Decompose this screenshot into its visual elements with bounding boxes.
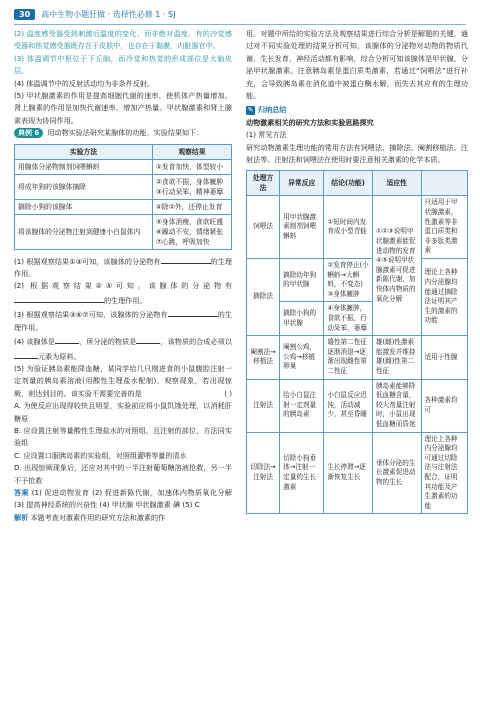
table-row (15, 214, 232, 249)
summary-subtitle: 动物激素相关的研究方法和实验思路探究 (246, 117, 374, 127)
analysis-continued: 用。对题中所给的实验方法及观察结果进行综合分析是解题的关键，通过对不同实验处理的结果分析可知，该腺体的分泌物对动物的物质代谢，生长发育，神经活动都有影响，综合分析可知该腺体是甲状腺，分泌甲状腺激素。注意胰岛素是蛋白质类激素，若通过“饲喂法”进行补充，会导致胰岛素在消化道中被蛋白酶水解，而失去其应有的生理功能。 (246, 29, 468, 101)
table-cell: 只适用于甲状腺激素，性激素等非蛋白质类和非多肽类激素 (421, 196, 467, 259)
table-cell: 理论上各种内分泌腺均能通过摘除法证明其产生的激素的功能 (421, 259, 467, 336)
question-2 (14, 280, 232, 307)
left-column (14, 28, 232, 524)
table-cell: 用甲状腺激素制剂饲喂蝌蚪 (280, 196, 324, 259)
summary-title: 归纳总结 (258, 105, 287, 115)
table-cell: ①发育加快，体型较小 (152, 159, 231, 174)
table-cell: ②食欲不振，身体臃肿 ③行动呆笨，精神萎靡 (152, 174, 231, 199)
table-cell: 给小白鼠注射一定剂量的胰岛素 (280, 379, 324, 432)
example-text: 用动物实验法研究某腺体的功能，实验结果如下： (47, 128, 204, 138)
blank (14, 349, 38, 359)
table-header: 观察结果 (152, 144, 231, 159)
table-cell: 饲喂法 (247, 196, 280, 259)
blank (55, 334, 79, 344)
page-number: 30 (14, 9, 35, 20)
table-cell: 胰岛素能够降低血糖含量，较大剂量注射时，小鼠出现低血糖而昏迷 (372, 379, 421, 432)
option-b: B. 应设置注射等量酸性生理盐水的对照组，且注射的部位，方法同实验组 (14, 425, 232, 448)
q3-text: (3) 根据观察结果③⑥⑦可知，该腺体的分泌物有 (14, 310, 168, 320)
table-cell: 小白鼠反应迟钝，活动减少，甚至昏睡 (324, 379, 373, 432)
table-cell: ②发育停止(小蝌蚪→大蝌蚪，不变态) ③身体臃肿 (324, 259, 373, 302)
section-1-text: 研究动物激素生理功能的常用方法有饲喂法、摘除法、阉割移植法、注射法等。注射法和饲喂法在使用时要注意相关激素的化学本质。 (246, 142, 468, 165)
answer-label: 答案 (14, 487, 30, 497)
summary-icon: ✎ (247, 106, 254, 115)
notes-item-5: (5) 甲状腺激素的作用是提高细胞代谢的速率，使机体产热量增加。肾上腺素的作用是加快代谢速率，增加产热量。甲状腺激素和肾上腺素表现为协同作用。 (14, 91, 232, 125)
table-header: 结论(功能) (324, 171, 373, 196)
example-stem (14, 127, 232, 139)
q4-text: ，该物质的合成必须以 (160, 337, 233, 347)
blank (168, 307, 218, 317)
table-row (247, 432, 468, 514)
table-row (15, 159, 232, 174)
table-header: 适应性 (372, 171, 421, 196)
table-row (247, 336, 468, 379)
question-1 (14, 254, 232, 281)
table-cell: 切除小狗垂体→注射一定量的生长激素 (280, 432, 324, 514)
blank (136, 334, 160, 344)
section-1-heading: (1) 常见方法 (246, 130, 287, 140)
table-row (247, 196, 468, 259)
q2-text-end: 的生理作用。 (104, 295, 147, 305)
analysis-label: 解析 (14, 512, 29, 522)
analysis-text: 本题考查对激素作用的研究方法和激素的作 (30, 512, 166, 522)
table-cell: 将该腺体的分泌物注射到健康小白鼠体内 (15, 214, 153, 249)
table-cell: 适用于性腺 (421, 336, 467, 379)
table-cell: 各种激素均可 (421, 379, 467, 432)
blank (161, 254, 211, 264)
page-header (14, 6, 175, 22)
table-header: 异常反应 (280, 171, 324, 196)
notes-item-4: (4) 体温调节中的反射活动均为非条件反射。 (14, 78, 154, 88)
example-label: 典例 6 (14, 128, 43, 138)
table-header (421, 171, 467, 196)
option-a: A. 为使反应出现得较快且明显，实验前应将小鼠饥饿处理，以消耗肝糖原 (14, 401, 232, 423)
answer-bracket: ( ) (224, 388, 232, 398)
table-header: 实验方法 (15, 144, 153, 159)
q4-text-end: 元素为原料。 (38, 351, 81, 361)
table-cell: 摘除小狗的该腺体 (15, 199, 153, 214)
table-cell: 理论上各种内分泌腺均可通过切除法与注射法配合，证明其功能及产生激素的功能 (421, 432, 467, 514)
question-3 (14, 307, 232, 334)
notes-item-2: (2) 温度感受器受到刺激后温度的变化，而非绝对温度。有的冷觉感受器和热觉感受器既存在于皮肤中，也存在于黏膜，内脏器官中。 (14, 29, 232, 51)
question-4 (14, 334, 232, 363)
table-cell: 阉割公鸡，公鸡→移植卵巢 (280, 336, 324, 379)
table-row (247, 259, 468, 302)
table-cell: 摘除幼年狗的甲状腺 (280, 259, 324, 302)
book-title: 高中生物小题狂做 · 选择性必修 1 · SJ (41, 9, 176, 19)
table-cell: 用腺体分泌物制剂饲喂蝌蚪 (15, 159, 153, 174)
summary-heading (246, 104, 468, 116)
table-cell: 雄(雌)性激素能激发并维持雄(雌)性第二性征 (372, 336, 421, 379)
table-cell: ④身体臃肿，食欲不振，行动呆笨，萎靡 (324, 302, 373, 336)
header-divider (14, 24, 466, 25)
q1-text: (1) 根据观察结果①③可知，该腺体的分泌物有 (14, 256, 161, 266)
answer-text: (1) 促进动物发育 (2) 促进新陈代谢，加速体内物质氧化分解 (3) 提高神经系统的兴奋性 (4) 甲状腺 甲状腺激素 碘 (5) C (14, 487, 232, 510)
q4-text: ，所分泌的物质是 (79, 337, 137, 347)
table-header: 处理方法 (247, 171, 280, 196)
q3-text-end: 的生理作用。 (14, 310, 233, 332)
table-row (247, 379, 468, 432)
table-cell: 注射法 (247, 379, 280, 432)
experiment-table (14, 144, 232, 250)
q5-text: (5) 为验证胰岛素能降血糖，某同学给几只刚进食的小鼠腹腔注射一定剂量的胰岛素溶液(用酸性生理盐水配制)，观察现象，若出现惊厥，则达到目的。该实验不需要完善的是 (14, 363, 232, 398)
table-cell: ④除②外，还停止发育 (152, 199, 231, 214)
table-cell: 切除法→注射法 (247, 432, 280, 514)
table-cell: 垂体分泌的生长激素促进动物的生长 (372, 432, 421, 514)
answer (14, 487, 232, 512)
table-cell: 阉割法→移植法 (247, 336, 280, 379)
table-cell: 生长停滞→逐渐恢复生长 (324, 432, 373, 514)
table-cell: ①②③说明甲状腺激素能促进动物的发育 ④⑤说明甲状腺激素可促进新陈代谢，加快体内物质的氧化分解 (372, 196, 421, 336)
table-cell: 摘除法 (247, 259, 280, 336)
analysis (14, 512, 232, 524)
q1-text-end: 的生理作用。 (14, 256, 233, 279)
table-cell: 雄性第二性征逐渐消退→逐渐出现雌性第二性征 (324, 336, 373, 379)
blank (14, 293, 104, 303)
table-row (15, 174, 232, 199)
q2-text: (2) 根据观察结果②⑤可知，该腺体的分泌物有 (14, 281, 232, 291)
table-cell: ⑤身体消瘦，食欲旺盛 ⑥躁动不安，情绪紧张 ⑦心跳，呼吸加快 (152, 214, 231, 249)
option-c: C. 应设置口服胰岛素的实验组，对照组灌喂等量的清水 (14, 450, 187, 460)
q4-text: (4) 该腺体是 (14, 337, 56, 347)
methods-table (246, 170, 468, 514)
notes-item-3: (3) 体温调节中枢位于下丘脑，而冷觉和热觉的形成部位是大脑皮层。 (14, 53, 232, 76)
question-5 (14, 363, 232, 400)
right-column (246, 28, 468, 514)
table-cell: 摘除小狗的甲状腺 (280, 302, 324, 336)
table-cell: 将成年狗的该腺体摘除 (15, 174, 153, 199)
option-d: D. 出现惊厥现象后，还应对其中的一半注射葡萄糖溶液抢救，另一半不予抢救 (14, 463, 232, 485)
table-row (15, 199, 232, 214)
table-cell: ①短时间内发育成小型青蛙 (324, 196, 373, 259)
